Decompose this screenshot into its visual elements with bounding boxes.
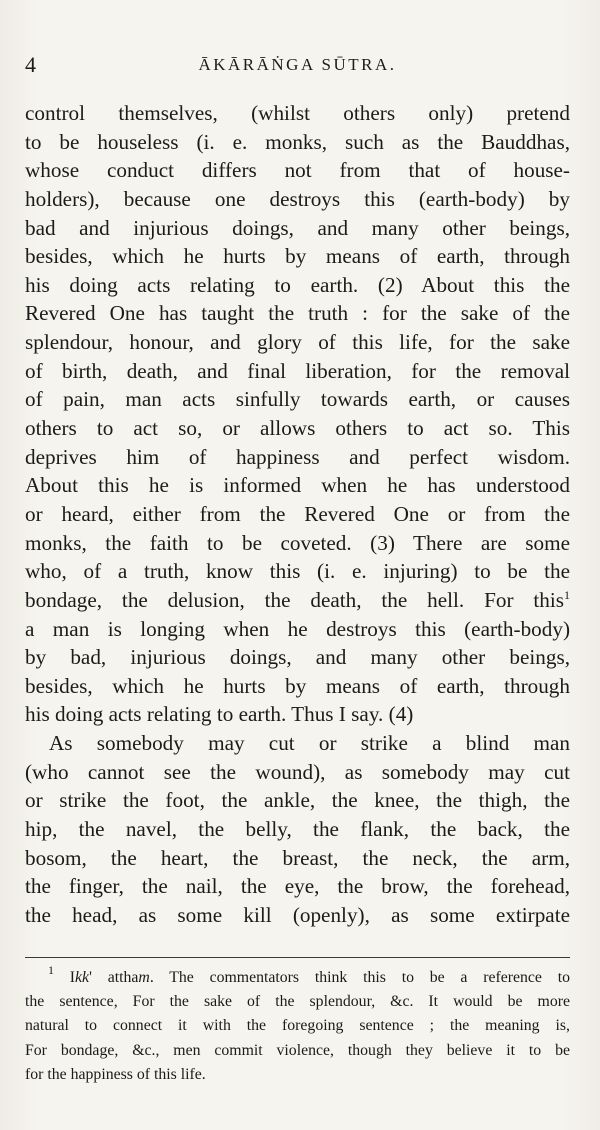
body-line: the finger, the nail, the eye, the brow, the forehead, [25,874,570,899]
running-head [25,52,570,76]
body-line: who, of a truth, know this (i. e. injuring) to be the [25,559,570,584]
footnote-line: For bondage, &c., men commit violence, though they believe it to be [25,1041,570,1059]
body-line: deprives him of happiness and perfect wisdom. [25,444,570,469]
body-line: holders), because one destroys this (earth-body) by [25,186,570,211]
body-line: control themselves, (whilst others only) pretend [25,101,570,125]
body-line: to be houseless (i. e. monks, such as the Bauddhas, [25,129,570,154]
footnote-line: the sentence, For the sake of the splendour, &c. It would be more [25,993,570,1011]
body-line: besides, which he hurts by means of earth, through [25,244,570,269]
footnote-first-line-text: . The commentators think this to be a reference to [149,969,571,986]
body-line: of pain, man acts sinfully towards earth, or causes [25,387,570,412]
footnote-line: natural to connect it with the foregoing sentence ; the meaning is, [25,1017,570,1035]
body-line: his doing acts relating to earth. Thus I say. (4) [25,702,414,727]
body-line: or heard, either from the Revered One or from the [25,501,570,526]
footnote-term-rest: ' attha [89,969,139,986]
footnote-line [25,963,571,990]
footnote [25,963,571,1087]
body-line: whose conduct differs not from that of house- [25,158,570,183]
footnote-line: for the happiness of this life. [25,1065,206,1083]
footnote-term-italic: kk [75,969,90,986]
body-line: the head, as some kill (openly), as some extirpate [25,902,570,927]
body-line: hip, the navel, the belly, the flank, the back, the [25,817,570,842]
footnote-reference: 1 [564,587,570,602]
footnote-marker: 1 [48,963,54,977]
footnote-term [70,969,150,986]
footnote-term-plain: I [69,969,76,986]
body-line: bosom, the heart, the breast, the neck, the arm, [25,845,570,870]
body-line: or strike the foot, the ankle, the knee, the thigh, the [25,788,570,813]
body-line: others to act so, or allows others to act so. This [25,416,570,441]
body-text [25,99,570,930]
footnote-divider [25,957,570,958]
body-line: by bad, injurious doings, and many other beings, [25,645,570,670]
body-line: bad and injurious doings, and many other beings, [25,215,570,240]
body-line: of birth, death, and final liberation, for the removal [25,358,570,383]
body-line: monks, the faith to be coveted. (3) There are some [25,530,570,555]
body-line: Revered One has taught the truth : for the sake of the [25,301,570,326]
footnote-term-italic-end: m [138,969,150,986]
body-line: a man is longing when he destroys this (earth-body) [25,616,570,641]
body-line: (who cannot see the wound), as somebody may cut [25,759,570,784]
body-line-paragraph-start: As somebody may cut or strike a blind man [49,731,570,756]
running-title: ĀKĀRĀṄGA SŪTRA. [198,55,397,74]
body-line-with-footnote-ref [25,586,570,615]
body-line-text: bondage, the delusion, the death, the hell. For this [25,587,564,612]
page-number: 4 [25,52,36,77]
body-line: splendour, honour, and glory of this life, for the sake [25,330,570,355]
body-line: his doing acts relating to earth. (2) About this the [25,272,570,297]
body-line: besides, which he hurts by means of earth, through [25,673,570,698]
body-line: About this he is informed when he has understood [25,473,570,498]
